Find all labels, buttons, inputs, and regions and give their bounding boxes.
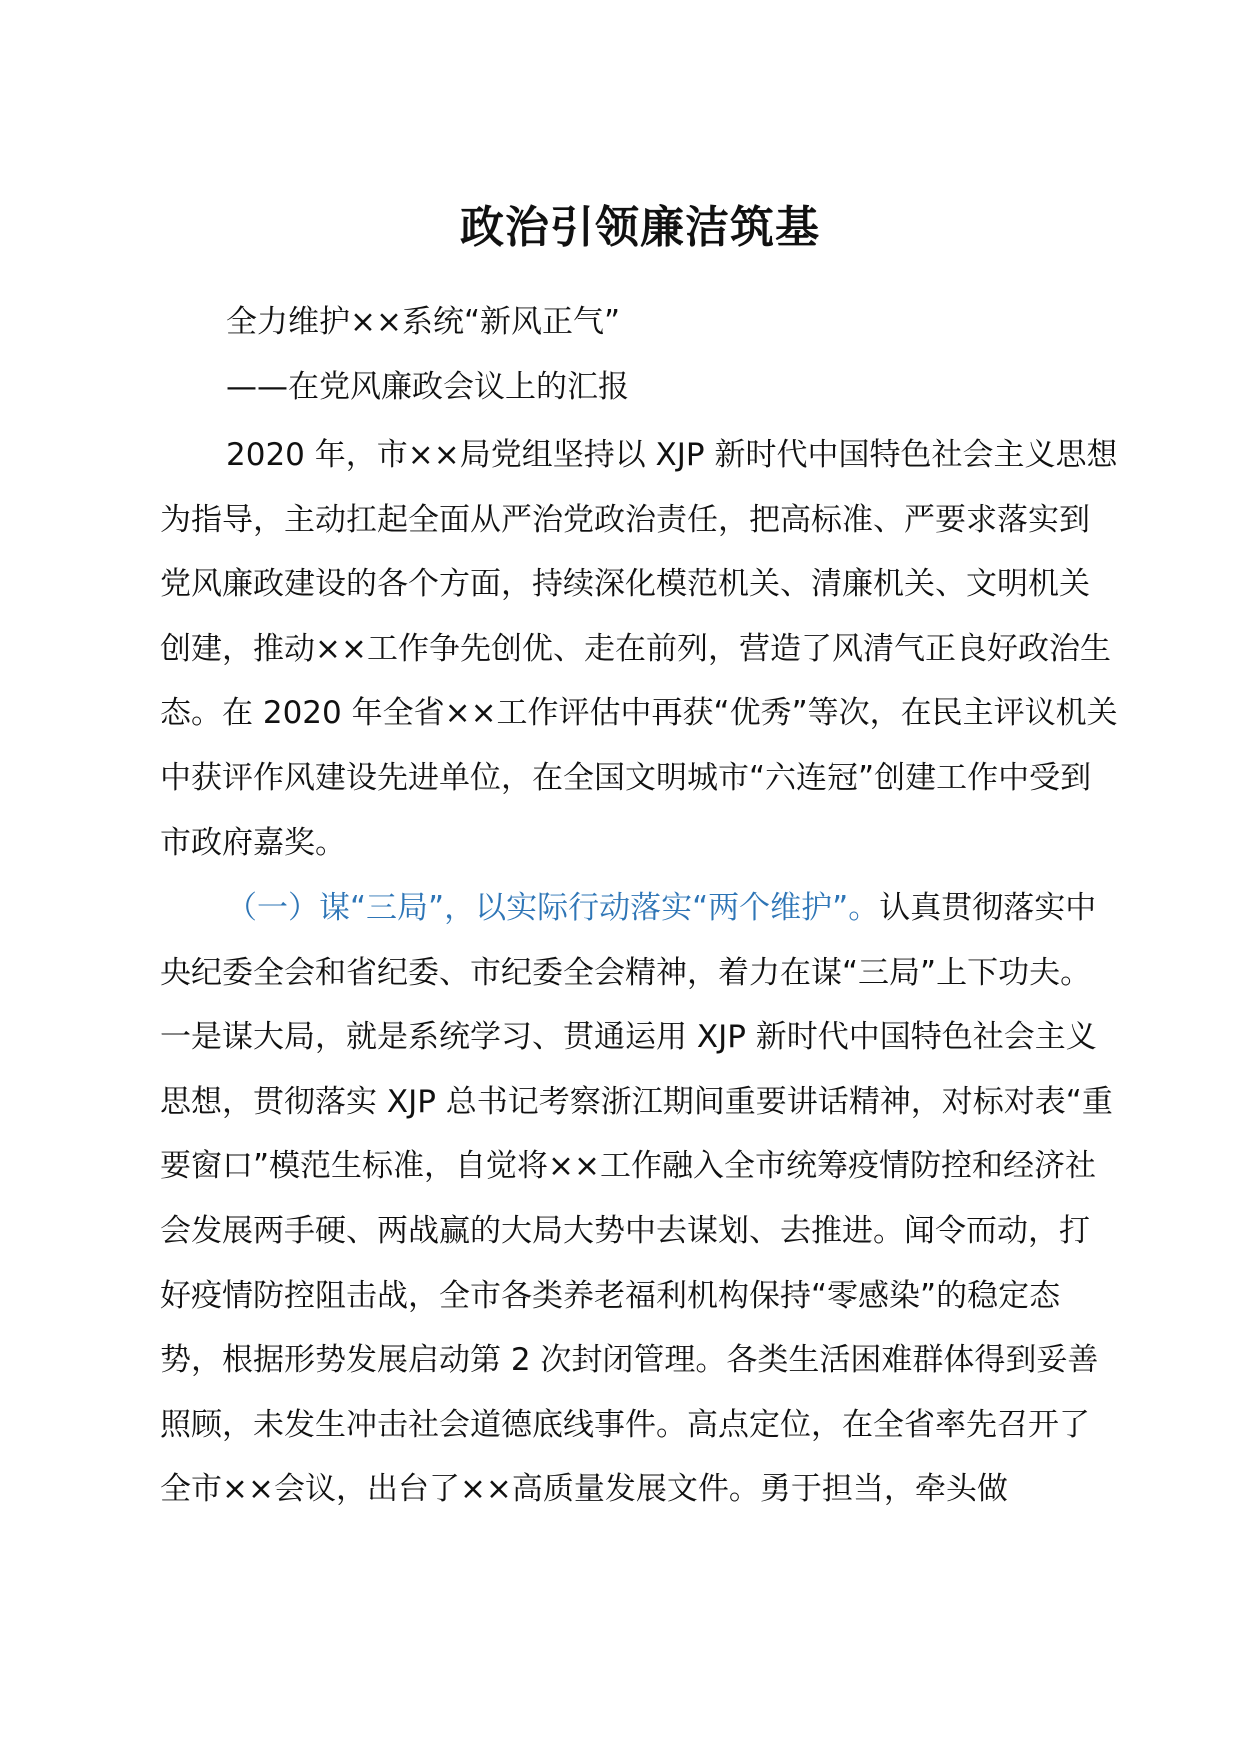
section-1-body: 认真贯彻落实中央纪委全会和省纪委、市纪委全会精神，着力在谋“三局”上下功夫。一是谋大局，就是系统学习、贯通运用 XJP 新时代中国特色社会主义思想，贯彻落实 XJP 总书记考察浙江期间重要讲话精神，对标对表“重要窗口”模范生标准，自觉将××工作融入全市统筹疫情防控和经济社会发展两手硬、两战赢的大局大势中去谋划、去推进。闻令而动，打好疫情防控阻击战，全市各类养老福利机构保持“零感染”的稳定态势，根据形势发展启动第 2 次封闭管理。各类生活困难群体得到妥善照顾，未发生冲击社会道德底线事件。高点定位，在全省率先召开了全市××会议，出台了××高质量发展文件。勇于担当，牵头做 [160,890,1113,1508]
document-title: 政治引领廉洁筑基 [460,202,820,253]
document-subtitle: 全力维护××系统“新风正气” [226,304,621,340]
report-occasion-line: ——在党风廉政会议上的汇报 [226,369,629,405]
document-page [160,0,1120,1754]
section-1-paragraph [160,876,1120,1522]
intro-paragraph: 2020 年，市××局党组坚持以 XJP 新时代中国特色社会主义思想为指导，主动扛起全面从严治党政治责任，把高标准、严要求落实到党风廉政建设的各个方面，持续深化模范机关、清廉机关、文明机关创建，推动××工作争先创优、走在前列，营造了风清气正良好政治生态。在 2020 年全省××工作评估中再获“优秀”等次，在民主评议机关中获评作风建设先进单位，在全国文明城市“六连冠”创建工作中受到市政府嘉奖。 [160,437,1118,861]
section-1-heading: （一）谋“三局”，以实际行动落实“两个维护”。 [226,890,880,926]
